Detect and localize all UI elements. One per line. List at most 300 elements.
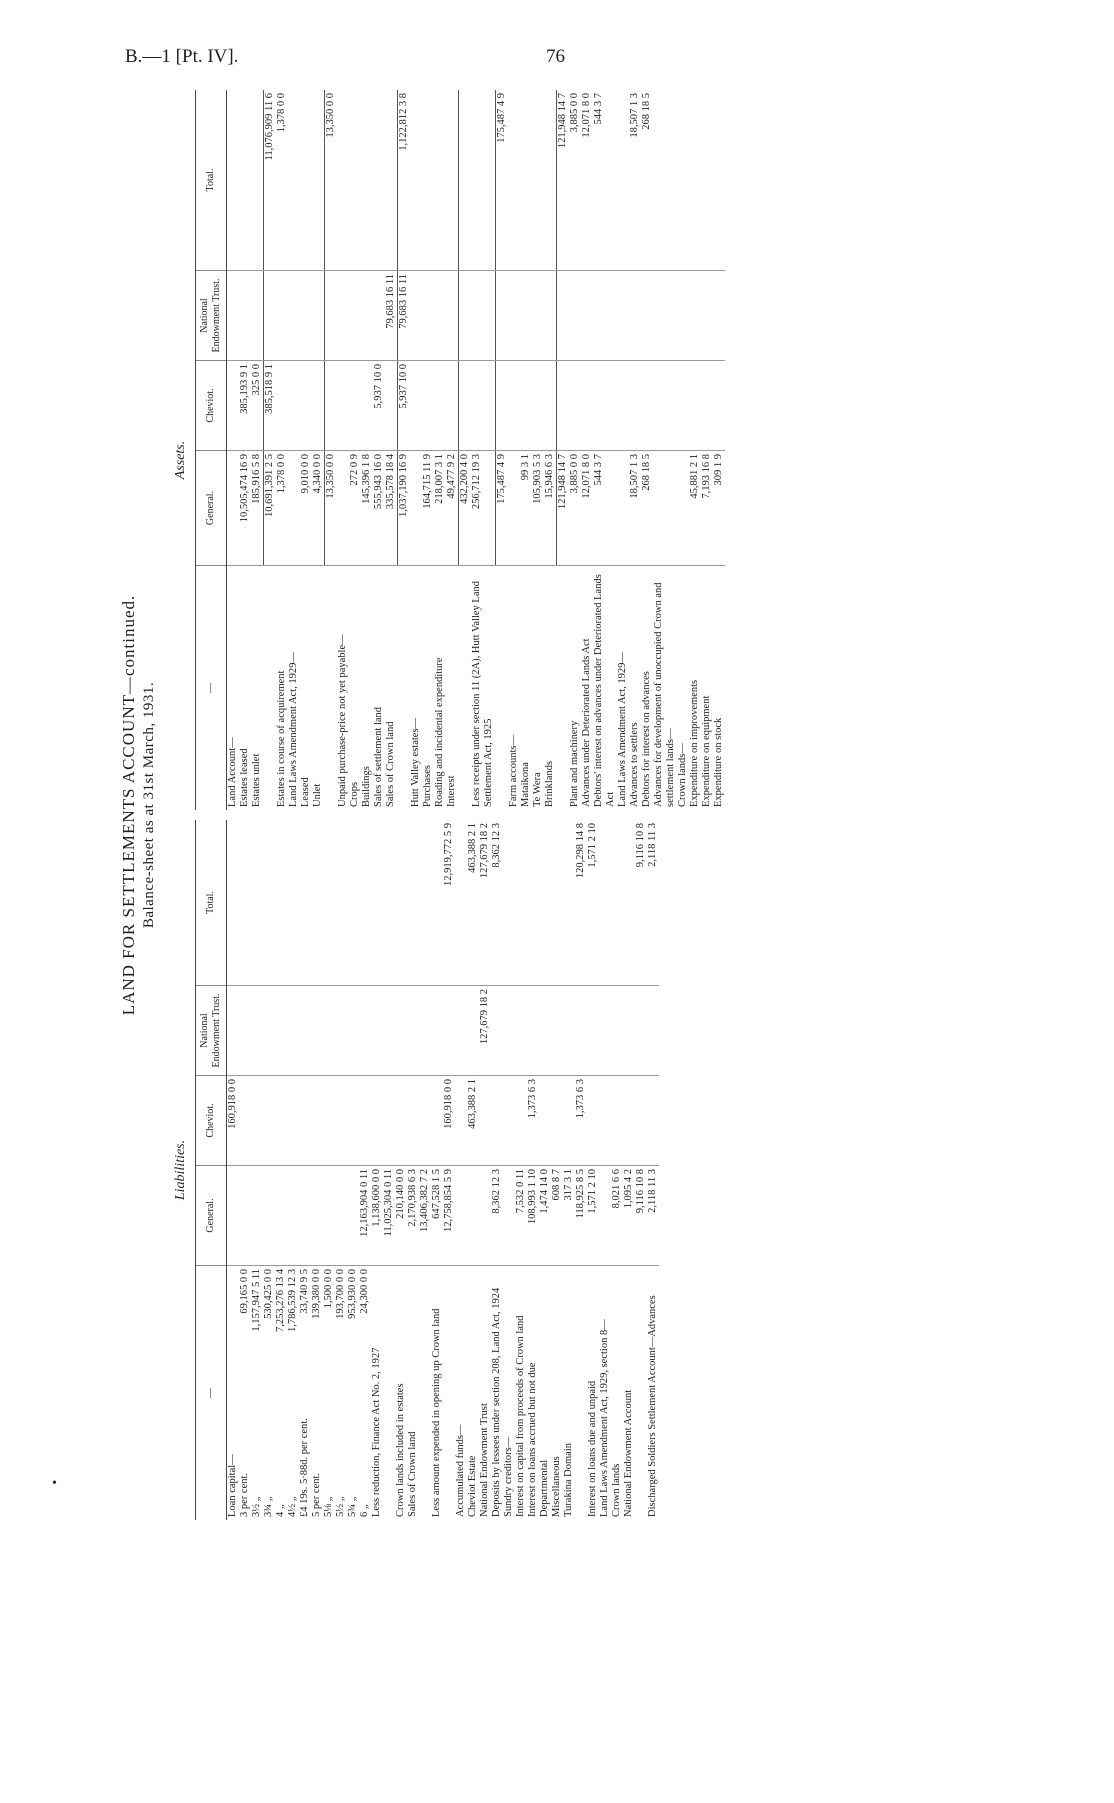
row-total-amount: [446, 90, 459, 271]
row-cheviot-amount: 160,918 0 0: [227, 1076, 240, 1166]
table-row: [581, 90, 593, 810]
row-national-endowment-amount: [515, 986, 527, 1076]
row-general-amount: 268 18 5: [641, 451, 653, 566]
row-general-amount: 8,021 6 6: [611, 1166, 623, 1266]
table-row: [471, 90, 495, 810]
row-general-amount: 8,362 12 3: [491, 1166, 503, 1266]
row-national-endowment-amount: [383, 986, 395, 1076]
row-cheviot-amount: [491, 1076, 503, 1166]
row-total-amount: [385, 90, 398, 271]
row-general-amount: 272 0 9: [349, 451, 361, 566]
row-national-endowment-amount: [431, 986, 443, 1076]
row-label: Land Laws Amendment Act, 1929—: [288, 652, 299, 807]
row-total-amount: 544 3 7: [593, 90, 617, 271]
row-label: Estates in course of acquirement: [276, 670, 287, 807]
row-total-amount: 12,919,772 5 9: [443, 820, 455, 986]
row-label: Mataikona: [519, 762, 531, 807]
row-general-amount: 10,505,474 16 9: [239, 451, 251, 566]
row-cheviot-amount: 385,193 9 1: [239, 361, 251, 451]
row-national-endowment-amount: [459, 271, 472, 361]
row-cheviot-amount: [385, 361, 398, 451]
row-total-amount: [455, 820, 467, 986]
row-national-endowment-amount: [288, 271, 300, 361]
row-national-endowment-amount: [323, 986, 335, 1076]
row-cheviot-amount: [311, 1076, 323, 1166]
row-label: Less reduction, Finance Act No. 2, 1927: [371, 1347, 382, 1517]
row-detail-amount: 1,500 0 0: [323, 1269, 334, 1309]
row-detail-amount: 139,380 0 0: [311, 1269, 322, 1319]
row-national-endowment-amount: [311, 986, 323, 1076]
row-general-amount: 210,140 0 0: [395, 1166, 407, 1266]
row-total-amount: [617, 90, 629, 271]
row-general-amount: 9,010 0 0: [300, 451, 312, 566]
table-row: [361, 90, 373, 810]
row-total-amount: [359, 820, 371, 986]
row-label: National Endowment Account: [623, 1389, 634, 1517]
row-label-cell: [479, 1266, 491, 1521]
row-label: Advances to settlers: [628, 722, 640, 807]
row-national-endowment-amount: [467, 986, 479, 1076]
row-label-cell: [647, 1266, 659, 1521]
row-total-amount: [422, 90, 434, 271]
row-total-amount: [539, 820, 551, 986]
table-row: [300, 90, 312, 810]
row-general-amount: 335,578 18 4: [385, 451, 398, 566]
row-national-endowment-amount: [544, 271, 557, 361]
row-national-endowment-amount: [701, 271, 713, 361]
row-national-endowment-amount: [503, 986, 515, 1076]
row-label: Advances under Deteriorated Lands Act: [580, 638, 592, 807]
row-national-endowment-amount: [239, 986, 251, 1076]
row-label: Land Account—: [227, 737, 238, 807]
row-total-amount: [677, 90, 689, 271]
table-row: [623, 820, 635, 1520]
row-general-amount: 15,946 6 3: [544, 451, 557, 566]
row-general-amount: 647,528 1 5: [431, 1166, 443, 1266]
row-total-amount: 13,350 0 0: [325, 90, 338, 271]
row-label: Debtors for interest on advances: [640, 671, 652, 807]
row-total-amount: [275, 820, 287, 986]
row-label: Estates leased: [239, 748, 250, 807]
row-cheviot-amount: [407, 1076, 419, 1166]
row-cheviot-amount: [495, 361, 508, 451]
row-label-cell: [287, 1266, 299, 1521]
row-cheviot-amount: [611, 1076, 623, 1166]
row-total-amount: [410, 90, 422, 271]
row-label-cell: [227, 1266, 240, 1521]
row-national-endowment-amount: [300, 271, 312, 361]
row-total-amount: [349, 90, 361, 271]
row-cheviot-amount: [551, 1076, 563, 1166]
row-label: Discharged Soldiers Settlement Account—Advances: [647, 1295, 658, 1517]
row-cheviot-amount: [347, 1076, 359, 1166]
row-general-amount: 3,885 0 0: [569, 451, 581, 566]
table-row: [410, 90, 422, 810]
col-header-national-endowment: National Endowment Trust.: [196, 986, 227, 1076]
row-cheviot-amount: [515, 1076, 527, 1166]
row-national-endowment-amount: [617, 271, 629, 361]
row-general-amount: 1,378 0 0: [276, 451, 288, 566]
row-general-amount: 4,340 0 0: [312, 451, 325, 566]
balance-sheet: [115, 90, 955, 1520]
row-general-amount: 555,943 16 0: [373, 451, 385, 566]
row-total-amount: [689, 90, 701, 271]
row-cheviot-amount: 1,373 6 3: [575, 1076, 587, 1166]
table-row: [398, 90, 411, 810]
row-general-amount: 1,571 2 10: [587, 1166, 599, 1266]
row-label-cell: [431, 1266, 443, 1521]
row-general-amount: 1,095 4 2: [623, 1166, 635, 1266]
row-total-amount: [227, 820, 240, 986]
row-label-cell: [563, 1266, 575, 1521]
table-row: [276, 90, 288, 810]
row-label-cell: [263, 1266, 275, 1521]
row-general-amount: [653, 451, 677, 566]
row-general-amount: 7,193 16 8: [701, 451, 713, 566]
table-row: [677, 90, 689, 810]
row-national-endowment-amount: [713, 271, 725, 361]
row-cheviot-amount: [520, 361, 532, 451]
col-header-general: General.: [196, 451, 227, 566]
row-general-amount: [479, 1166, 491, 1266]
row-general-amount: [227, 451, 240, 566]
row-label: Land Laws Amendment Act, 1929, section 8—: [599, 1319, 610, 1517]
row-general-amount: [677, 451, 689, 566]
row-label-cell: [347, 1266, 359, 1521]
row-cheviot-amount: [275, 1076, 287, 1166]
row-general-amount: [617, 451, 629, 566]
row-label: Roading and incidental expenditure: [434, 657, 445, 807]
row-total-amount: [383, 820, 395, 986]
row-cheviot-amount: [325, 361, 338, 451]
row-label: Accumulated funds—: [455, 1424, 466, 1517]
row-cheviot-amount: [312, 361, 325, 451]
row-national-endowment-amount: [276, 271, 288, 361]
row-general-amount: [337, 451, 349, 566]
row-national-endowment-amount: [371, 986, 383, 1076]
table-row: [371, 820, 383, 1520]
row-general-amount: 2,118 11 3: [647, 1166, 659, 1266]
table-row: [713, 90, 725, 810]
table-row: [325, 90, 338, 810]
row-general-amount: 7,532 0 11: [515, 1166, 527, 1266]
row-general-amount: 2,170,938 6 3: [407, 1166, 419, 1266]
row-cheviot-amount: [539, 1076, 551, 1166]
table-row: [239, 820, 251, 1520]
row-general-amount: 608 8 7: [551, 1166, 563, 1266]
row-national-endowment-amount: [325, 271, 338, 361]
row-general-amount: 309 1 9: [713, 451, 725, 566]
row-national-endowment-amount: [422, 271, 434, 361]
row-label: 5 per cent.: [311, 1472, 322, 1517]
row-national-endowment-amount: [349, 271, 361, 361]
row-label: 3½ „: [251, 1496, 262, 1517]
row-general-amount: [503, 1166, 515, 1266]
row-cheviot-amount: [419, 1076, 431, 1166]
row-cheviot-amount: 325 0 0: [251, 361, 264, 451]
row-label: Interest on loans accrued but not due: [527, 1362, 538, 1517]
row-label: Brinklands: [543, 760, 555, 807]
table-row: [503, 820, 515, 1520]
row-total-amount: [527, 820, 539, 986]
page-number: 76: [546, 46, 565, 67]
row-label-cell: [443, 1266, 455, 1521]
table-row: [395, 820, 407, 1520]
row-cheviot-amount: [503, 1076, 515, 1166]
row-general-amount: [275, 1166, 287, 1266]
row-total-amount: [251, 820, 263, 986]
row-national-endowment-amount: [275, 986, 287, 1076]
row-detail-amount: 953,930 0 0: [347, 1269, 358, 1319]
row-total-amount: [544, 90, 557, 271]
row-label: Estates unlet: [251, 753, 262, 807]
row-total-amount: [563, 820, 575, 986]
row-cheviot-amount: [287, 1076, 299, 1166]
table-row: [532, 90, 544, 810]
row-label: Land Laws Amendment Act, 1929—: [616, 652, 628, 807]
row-cheviot-amount: [599, 1076, 611, 1166]
row-label-cell: [299, 1266, 311, 1521]
row-general-amount: [287, 1166, 299, 1266]
row-total-amount: [263, 820, 275, 986]
row-label: Sales of Crown land: [407, 1431, 418, 1517]
row-label: [325, 566, 338, 811]
table-row: [495, 90, 508, 810]
row-total-amount: [701, 90, 713, 271]
table-row: [515, 820, 527, 1520]
row-detail-amount: 7,253,276 13 4: [275, 1269, 286, 1332]
row-cheviot-amount: 463,388 2 1: [467, 1076, 479, 1166]
liabilities-table: [195, 820, 659, 1520]
table-row: [689, 90, 701, 810]
row-total-amount: [515, 820, 527, 986]
row-national-endowment-amount: [539, 986, 551, 1076]
row-total-amount: 2,118 11 3: [647, 820, 659, 986]
document-title: LAND FOR SETTLEMENTS ACCOUNT—continued.: [119, 594, 138, 1016]
row-label-cell: [275, 1266, 287, 1521]
table-row: [359, 820, 371, 1520]
table-row: [563, 820, 575, 1520]
row-general-amount: 1,474 14 0: [539, 1166, 551, 1266]
row-national-endowment-amount: [569, 271, 581, 361]
row-general-amount: 164,715 11 9: [422, 451, 434, 566]
col-header-cheviot: Cheviot.: [196, 1076, 227, 1166]
table-row: [556, 90, 569, 810]
row-label-cell: [503, 1266, 515, 1521]
row-label: Debtors' interest on advances under Deteriorated Lands Act: [592, 574, 616, 807]
row-label: Unpaid purchase-price not yet payable—: [337, 634, 348, 807]
row-label-cell: [371, 1266, 383, 1521]
row-cheviot-amount: [713, 361, 725, 451]
table-row: [569, 90, 581, 810]
row-national-endowment-amount: [575, 986, 587, 1076]
col-header-total: Total.: [196, 820, 227, 986]
table-row: [323, 820, 335, 1520]
col-header-description: —: [196, 1266, 227, 1521]
row-label-cell: [359, 1266, 371, 1521]
row-general-amount: 12,163,904 0 11: [359, 1166, 371, 1266]
row-total-amount: [419, 820, 431, 986]
assets-heading: Assets.: [173, 440, 188, 480]
table-row: [629, 90, 641, 810]
row-cheviot-amount: [371, 1076, 383, 1166]
row-label: Hutt Valley estates—: [410, 717, 421, 807]
table-row: [373, 90, 385, 810]
row-national-endowment-amount: [593, 271, 617, 361]
row-general-amount: [311, 1166, 323, 1266]
row-cheviot-amount: [677, 361, 689, 451]
row-total-amount: [395, 820, 407, 986]
row-cheviot-amount: [629, 361, 641, 451]
row-total-amount: [337, 90, 349, 271]
margin-mark: •: [52, 1476, 57, 1491]
row-label: Expenditure on equipment: [700, 695, 712, 807]
col-header-total: Total.: [196, 90, 227, 271]
row-total-amount: [347, 820, 359, 986]
table-row: [264, 90, 277, 810]
row-general-amount: 12,758,854 5 9: [443, 1166, 455, 1266]
row-cheviot-amount: [299, 1076, 311, 1166]
row-national-endowment-amount: [347, 986, 359, 1076]
table-row: [520, 90, 532, 810]
row-label: Te Wera: [531, 772, 543, 807]
row-total-amount: [312, 90, 325, 271]
row-cheviot-amount: [617, 361, 629, 451]
row-label: Interest on capital from proceeds of Crown land: [515, 1315, 526, 1517]
row-label: 4 „: [275, 1504, 286, 1517]
row-national-endowment-amount: [419, 986, 431, 1076]
row-detail-amount: 193,700 0 0: [335, 1269, 346, 1319]
row-general-amount: 11,025,304 0 11: [383, 1166, 395, 1266]
col-header-national-endowment: National Endowment Trust.: [196, 271, 227, 361]
table-row: [599, 820, 611, 1520]
row-label: [495, 566, 508, 811]
liabilities-heading: Liabilities.: [173, 1139, 188, 1201]
row-label: 5¾ „: [347, 1496, 358, 1517]
table-row: [593, 90, 617, 810]
row-national-endowment-amount: [446, 271, 459, 361]
row-general-amount: 432,200 4 0: [459, 451, 472, 566]
row-label: Miscellaneous: [551, 1456, 562, 1517]
table-row: [551, 820, 563, 1520]
row-national-endowment-amount: [407, 986, 419, 1076]
row-national-endowment-amount: [227, 986, 240, 1076]
row-detail-amount: 1,157,947 5 11: [251, 1269, 262, 1332]
row-label-cell: [527, 1266, 539, 1521]
row-label: Unlet: [312, 783, 323, 807]
row-total-amount: [532, 90, 544, 271]
row-label: £4 19s. 5·88d. per cent.: [299, 1418, 310, 1517]
row-general-amount: 1,138,600 0 0: [371, 1166, 383, 1266]
row-label: 6 „: [359, 1504, 370, 1517]
row-total-amount: [508, 90, 520, 271]
row-label-cell: [419, 1266, 431, 1521]
row-total-amount: [251, 90, 264, 271]
row-national-endowment-amount: [587, 986, 599, 1076]
row-total-amount: 127,679 18 2: [479, 820, 491, 986]
table-row: [491, 820, 503, 1520]
row-cheviot-amount: [653, 361, 677, 451]
row-national-endowment-amount: 79,683 16 11: [398, 271, 411, 361]
row-general-amount: 218,007 3 1: [434, 451, 446, 566]
row-total-amount: [653, 90, 677, 271]
row-cheviot-amount: [641, 361, 653, 451]
row-general-amount: 18,507 1 3: [629, 451, 641, 566]
row-general-amount: [323, 1166, 335, 1266]
row-total-amount: [299, 820, 311, 986]
row-cheviot-amount: [361, 361, 373, 451]
row-general-amount: 256,712 19 3: [471, 451, 495, 566]
row-cheviot-amount: [422, 361, 434, 451]
table-row: [335, 820, 347, 1520]
table-row: [407, 820, 419, 1520]
row-cheviot-amount: [459, 361, 472, 451]
row-label: Interest: [446, 775, 457, 807]
table-row: [641, 90, 653, 810]
row-cheviot-amount: [227, 361, 240, 451]
row-national-endowment-amount: [495, 271, 508, 361]
row-total-amount: 3,885 0 0: [569, 90, 581, 271]
table-row: [227, 820, 240, 1520]
row-cheviot-amount: [276, 361, 288, 451]
row-total-amount: [431, 820, 443, 986]
table-row: [544, 90, 557, 810]
table-row: [455, 820, 467, 1520]
table-row: [311, 820, 323, 1520]
row-label: Buildings: [361, 766, 372, 807]
row-national-endowment-amount: [647, 986, 659, 1076]
row-label: Leased: [300, 777, 311, 807]
table-row: [587, 820, 599, 1520]
table-row: [431, 820, 443, 1520]
row-national-endowment-amount: [635, 986, 647, 1076]
row-cheviot-amount: [335, 1076, 347, 1166]
row-general-amount: 121,948 14 7: [556, 451, 569, 566]
row-general-amount: 99 3 1: [520, 451, 532, 566]
row-national-endowment-amount: [337, 271, 349, 361]
table-row: [527, 820, 539, 1520]
row-label: Sales of Crown land: [385, 721, 396, 807]
row-label-cell: [551, 1266, 563, 1521]
row-label-cell: [395, 1266, 407, 1521]
row-general-amount: 1,037,190 16 9: [398, 451, 411, 566]
row-general-amount: 13,350 0 0: [325, 451, 338, 566]
table-row: [635, 820, 647, 1520]
row-national-endowment-amount: [251, 986, 263, 1076]
row-total-amount: [288, 90, 300, 271]
row-label: Turakina Domain: [563, 1443, 574, 1517]
row-total-amount: [287, 820, 299, 986]
row-label-cell: [587, 1266, 599, 1521]
row-national-endowment-amount: [689, 271, 701, 361]
row-cheviot-amount: [479, 1076, 491, 1166]
row-general-amount: 108,993 1 10: [527, 1166, 539, 1266]
row-cheviot-amount: [556, 361, 569, 451]
row-label: Purchases: [422, 765, 433, 807]
row-national-endowment-amount: [611, 986, 623, 1076]
row-label-cell: [239, 1266, 251, 1521]
row-general-amount: [508, 451, 520, 566]
row-cheviot-amount: [635, 1076, 647, 1166]
row-label: Departmental: [539, 1459, 550, 1517]
row-national-endowment-amount: [312, 271, 325, 361]
table-row: [275, 820, 287, 1520]
row-total-amount: [623, 820, 635, 986]
row-general-amount: [467, 1166, 479, 1266]
table-row: [459, 90, 472, 810]
row-general-amount: [288, 451, 300, 566]
row-total-amount: [599, 820, 611, 986]
